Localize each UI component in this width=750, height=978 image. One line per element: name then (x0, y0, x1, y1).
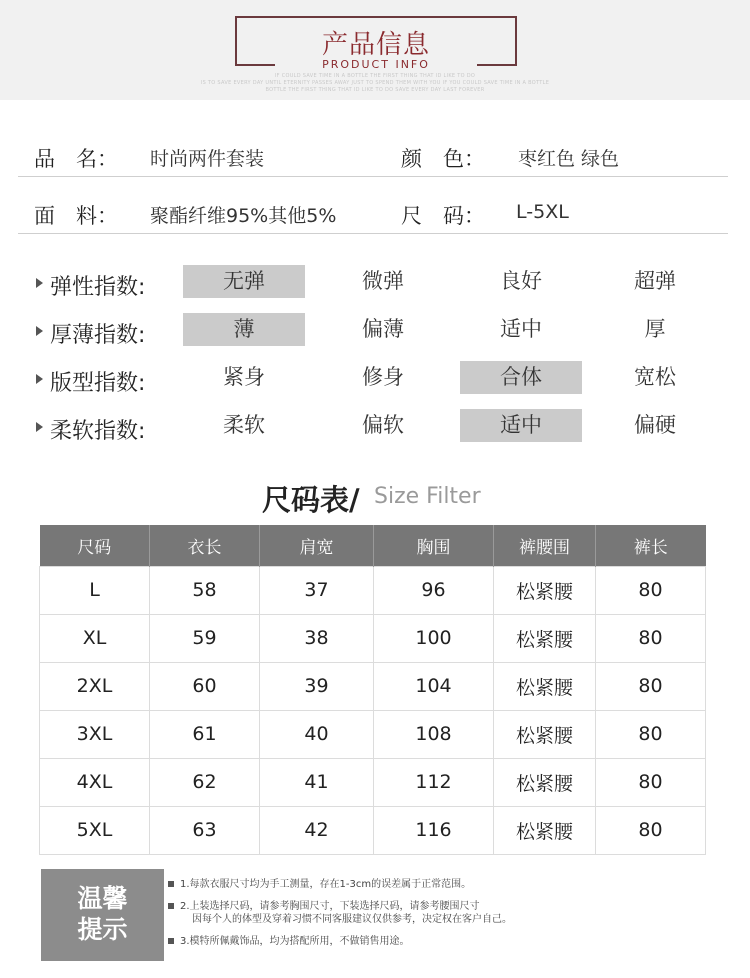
size-label: 尺 码： (401, 204, 485, 228)
info-row-fabric-size (18, 190, 728, 234)
fabric-value: 聚酯纤维95%其他5% (150, 205, 337, 227)
table-cell: 80 (596, 662, 706, 710)
index-option: 修身 (362, 365, 404, 389)
index-label: 柔软指数: (50, 419, 146, 444)
table-cell: 40 (260, 710, 374, 758)
table-cell: 松紧腰 (494, 806, 596, 854)
table-cell: 松紧腰 (494, 614, 596, 662)
index-option: 柔软 (223, 413, 265, 437)
column-header: 衣长 (150, 525, 260, 566)
decorative-text-line: IF COULD SAVE TIME IN A BOTTLE THE FIRST THING THAT ID LIKE TO DO (274, 73, 476, 79)
index-option-selected: 无弹 (183, 265, 305, 298)
table-cell: 4XL (40, 758, 150, 806)
table-row (40, 662, 706, 710)
bullet-icon (168, 903, 174, 909)
index-option: 偏硬 (634, 413, 676, 437)
table-cell: 松紧腰 (494, 662, 596, 710)
table-cell: 2XL (40, 662, 150, 710)
index-label: 版型指数: (50, 371, 146, 396)
index-option: 紧身 (223, 365, 265, 389)
table-cell: 80 (596, 614, 706, 662)
index-row (0, 265, 750, 305)
table-cell: 80 (596, 566, 706, 614)
index-option: 厚 (644, 317, 666, 341)
decorative-text-line: BOTTLE THE FIRST THING THAT ID LIKE TO DO SAVE EVERY DAY LAST FOREVER (265, 87, 485, 93)
column-header: 肩宽 (260, 525, 374, 566)
index-option-selected: 薄 (183, 313, 305, 346)
bullet-icon (168, 881, 174, 887)
section-title: 产品信息 (321, 30, 430, 60)
table-cell: 116 (374, 806, 494, 854)
table-cell: 104 (374, 662, 494, 710)
table-cell: 60 (150, 662, 260, 710)
index-row (0, 409, 750, 449)
table-cell: 5XL (40, 806, 150, 854)
color-label: 颜 色： (401, 147, 485, 171)
table-cell: 37 (260, 566, 374, 614)
table-cell: 41 (260, 758, 374, 806)
table-cell: 39 (260, 662, 374, 710)
size-table-header (40, 525, 706, 566)
index-option: 偏软 (362, 413, 404, 437)
size-table-body (40, 566, 706, 854)
tips-title-line1: 温馨 (77, 884, 128, 913)
color-value: 枣红色 绿色 (518, 148, 620, 170)
index-option: 适中 (500, 317, 542, 341)
index-option-selected: 合体 (460, 361, 582, 394)
info-row-name-color (18, 133, 728, 177)
index-label: 弹性指数: (50, 275, 146, 300)
table-cell: 松紧腰 (494, 758, 596, 806)
table-cell: 100 (374, 614, 494, 662)
size-chart-title: 尺码表/ (262, 483, 360, 517)
size-chart-title-english: Size Filter (374, 484, 481, 509)
tip-item: 1.每款衣服尺寸均为手工测量，存在1-3cm的误差属于正常范围。 (168, 878, 471, 891)
table-row (40, 806, 706, 854)
table-cell: 96 (374, 566, 494, 614)
index-option: 良好 (500, 269, 542, 293)
table-cell: L (40, 566, 150, 614)
table-cell: 38 (260, 614, 374, 662)
index-option: 偏薄 (362, 317, 404, 341)
bullet-icon (168, 938, 174, 944)
table-cell: 80 (596, 758, 706, 806)
table-cell: 58 (150, 566, 260, 614)
table-cell: 松紧腰 (494, 710, 596, 758)
decorative-text-line: IS TO SAVE EVERY DAY UNTIL ETERNITY PASSES AWAY JUST TO SPEND THEM WITH YOU IF YOU COULD SAVE TIME IN A BOTTLE (200, 80, 550, 86)
table-row (40, 566, 706, 614)
column-header: 胸围 (374, 525, 494, 566)
tips-title-line2: 提示 (77, 915, 128, 944)
triangle-right-icon (36, 374, 43, 384)
size-table (39, 525, 706, 855)
triangle-right-icon (36, 422, 43, 432)
index-row (0, 361, 750, 401)
table-cell: 80 (596, 806, 706, 854)
tips-badge (41, 869, 164, 961)
table-cell: 61 (150, 710, 260, 758)
column-header: 裤腰围 (494, 525, 596, 566)
table-cell: 108 (374, 710, 494, 758)
index-row (0, 313, 750, 353)
table-cell: 112 (374, 758, 494, 806)
triangle-right-icon (36, 326, 43, 336)
index-option: 超弹 (634, 269, 676, 293)
size-value: L-5XL (516, 201, 569, 223)
index-label: 厚薄指数: (50, 323, 146, 348)
column-header: 尺码 (40, 525, 150, 566)
name-value: 时尚两件套装 (150, 148, 265, 170)
section-title-english: PRODUCT INFO (322, 58, 430, 71)
table-cell: XL (40, 614, 150, 662)
tip-item-continuation: 因每个人的体型及穿着习惯不同客服建议仅供参考，决定权在客户自己。 (192, 914, 512, 925)
name-label: 品 名： (34, 147, 118, 171)
table-row (40, 614, 706, 662)
table-cell: 59 (150, 614, 260, 662)
index-option: 微弹 (362, 269, 404, 293)
fabric-label: 面 料： (34, 204, 118, 228)
table-cell: 63 (150, 806, 260, 854)
tip-item: 3.模特所佩戴饰品，均为搭配所用，不做销售用途。 (168, 935, 410, 948)
table-row (40, 758, 706, 806)
index-option-selected: 适中 (460, 409, 582, 442)
table-row (40, 710, 706, 758)
table-cell: 80 (596, 710, 706, 758)
table-cell: 42 (260, 806, 374, 854)
triangle-right-icon (36, 278, 43, 288)
tip-item: 2.上装选择尺码，请参考胸围尺寸，下装选择尺码，请参考腰围尺寸 (168, 900, 480, 913)
table-cell: 松紧腰 (494, 566, 596, 614)
column-header: 裤长 (596, 525, 706, 566)
table-cell: 3XL (40, 710, 150, 758)
table-cell: 62 (150, 758, 260, 806)
index-option: 宽松 (634, 365, 676, 389)
